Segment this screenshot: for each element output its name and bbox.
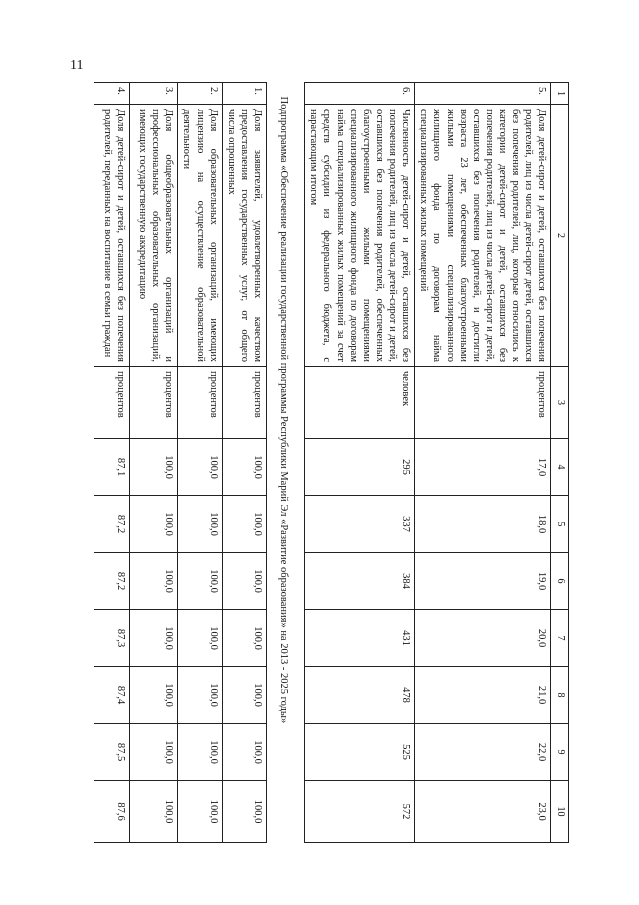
table-row [415, 83, 551, 843]
value-cell: 100,0 [178, 496, 222, 553]
row-index: 3. [130, 83, 178, 105]
column-number: 8 [551, 667, 569, 724]
indicator-name: Доля детей-сирот и детей, оставшихся без попечения родителей, лиц из числа детей-сирот детей, оставшихся без попечения родителей, лиц, которые относились к категории детей-сирот и детей, оставшихся без попечения родителей, лиц из числа детей-сирот и детей, оставшихся без попечения родителей, и достигли возраста 23 лет, обеспеченных благоустроенными жилыми помещениями специализированного жилищного фонда по договорам найма специализированных жилых помещений [415, 105, 551, 367]
value-cell: 87,2 [94, 496, 130, 553]
table-row [94, 83, 130, 843]
value-cell: 100,0 [130, 667, 178, 724]
value-cell: 100,0 [222, 553, 266, 610]
value-cell: 100,0 [222, 496, 266, 553]
unit: процентов [415, 367, 551, 439]
value-cell: 337 [305, 496, 415, 553]
value-cell: 100,0 [178, 610, 222, 667]
value-cell: 100,0 [222, 610, 266, 667]
value-cell: 572 [305, 781, 415, 843]
value-cell: 100,0 [130, 439, 178, 496]
table-row [178, 83, 222, 843]
unit: процентов [222, 367, 266, 439]
value-cell: 295 [305, 439, 415, 496]
row-index: 1. [222, 83, 266, 105]
value-cell: 87,3 [94, 610, 130, 667]
unit: человек [305, 367, 415, 439]
indicator-name: Численность детей-сирот и детей, оставшихся без попечения родителей, лиц из числа детей-сирот и детей, оставшихся без попечения родителей, обеспеченных благоустроенными жилыми помещениями специализированного жилищного фонда по договорам найма специализированных жилых помещений за счет средств субсидии из федерального бюджета, с нарастающим итогом [305, 105, 415, 367]
value-cell: 17,0 [415, 439, 551, 496]
value-cell: 19,0 [415, 553, 551, 610]
value-cell: 100,0 [222, 667, 266, 724]
unit: процентов [178, 367, 222, 439]
value-cell: 87,6 [94, 781, 130, 843]
value-cell: 100,0 [130, 553, 178, 610]
value-cell: 100,0 [222, 724, 266, 781]
value-cell: 100,0 [222, 781, 266, 843]
rotated-table-container [102, 82, 569, 842]
column-number: 6 [551, 553, 569, 610]
column-number: 7 [551, 610, 569, 667]
table-row [130, 83, 178, 843]
page-number: 11 [70, 58, 84, 73]
column-number: 2 [551, 105, 569, 367]
value-cell: 22,0 [415, 724, 551, 781]
column-number: 10 [551, 781, 569, 843]
value-cell: 100,0 [178, 439, 222, 496]
value-cell: 525 [305, 724, 415, 781]
subprogram-row [267, 83, 305, 843]
row-index: 5. [415, 83, 551, 105]
value-cell: 20,0 [415, 610, 551, 667]
value-cell: 384 [305, 553, 415, 610]
value-cell: 431 [305, 610, 415, 667]
value-cell: 21,0 [415, 667, 551, 724]
column-number: 4 [551, 439, 569, 496]
unit: процентов [94, 367, 130, 439]
value-cell: 100,0 [130, 610, 178, 667]
unit: процентов [130, 367, 178, 439]
row-index: 6. [305, 83, 415, 105]
value-cell: 18,0 [415, 496, 551, 553]
table-row [305, 83, 415, 843]
value-cell: 100,0 [178, 781, 222, 843]
indicator-name: Доля заявителей, удовлетворенных качеством предоставления государственных услуг, от общего числа опрошенных [222, 105, 266, 367]
column-number: 5 [551, 496, 569, 553]
value-cell: 87,1 [94, 439, 130, 496]
row-index: 2. [178, 83, 222, 105]
value-cell: 87,4 [94, 667, 130, 724]
value-cell: 100,0 [178, 724, 222, 781]
value-cell: 478 [305, 667, 415, 724]
column-number: 3 [551, 367, 569, 439]
value-cell: 23,0 [415, 781, 551, 843]
value-cell: 100,0 [130, 724, 178, 781]
value-cell: 100,0 [178, 667, 222, 724]
value-cell: 100,0 [178, 553, 222, 610]
column-number-row [551, 83, 569, 843]
value-cell: 100,0 [130, 781, 178, 843]
table-row [222, 83, 266, 843]
row-index: 4. [94, 83, 130, 105]
subprogram-title: Подпрограмма «Обеспечение реализации государственной программы Республики Марий Эл «Развитие образования» на 2013 - 2025 годы» [278, 96, 290, 724]
indicator-name: Доля детей-сирот и детей, оставшихся без попечения родителей, переданных на воспитание в семьи граждан [94, 105, 130, 367]
value-cell: 87,5 [94, 724, 130, 781]
value-cell: 87,2 [94, 553, 130, 610]
indicator-name: Доля образовательных организаций, имеющих лицензию на осуществление образовательной деятельности [178, 105, 222, 367]
indicators-table [94, 82, 569, 843]
value-cell: 100,0 [222, 439, 266, 496]
indicator-name: Доля общеобразовательных организаций и профессиональных образовательных организаций, имеющих государственную аккредитацию [130, 105, 178, 367]
column-number: 1 [551, 83, 569, 105]
value-cell: 100,0 [130, 496, 178, 553]
column-number: 9 [551, 724, 569, 781]
